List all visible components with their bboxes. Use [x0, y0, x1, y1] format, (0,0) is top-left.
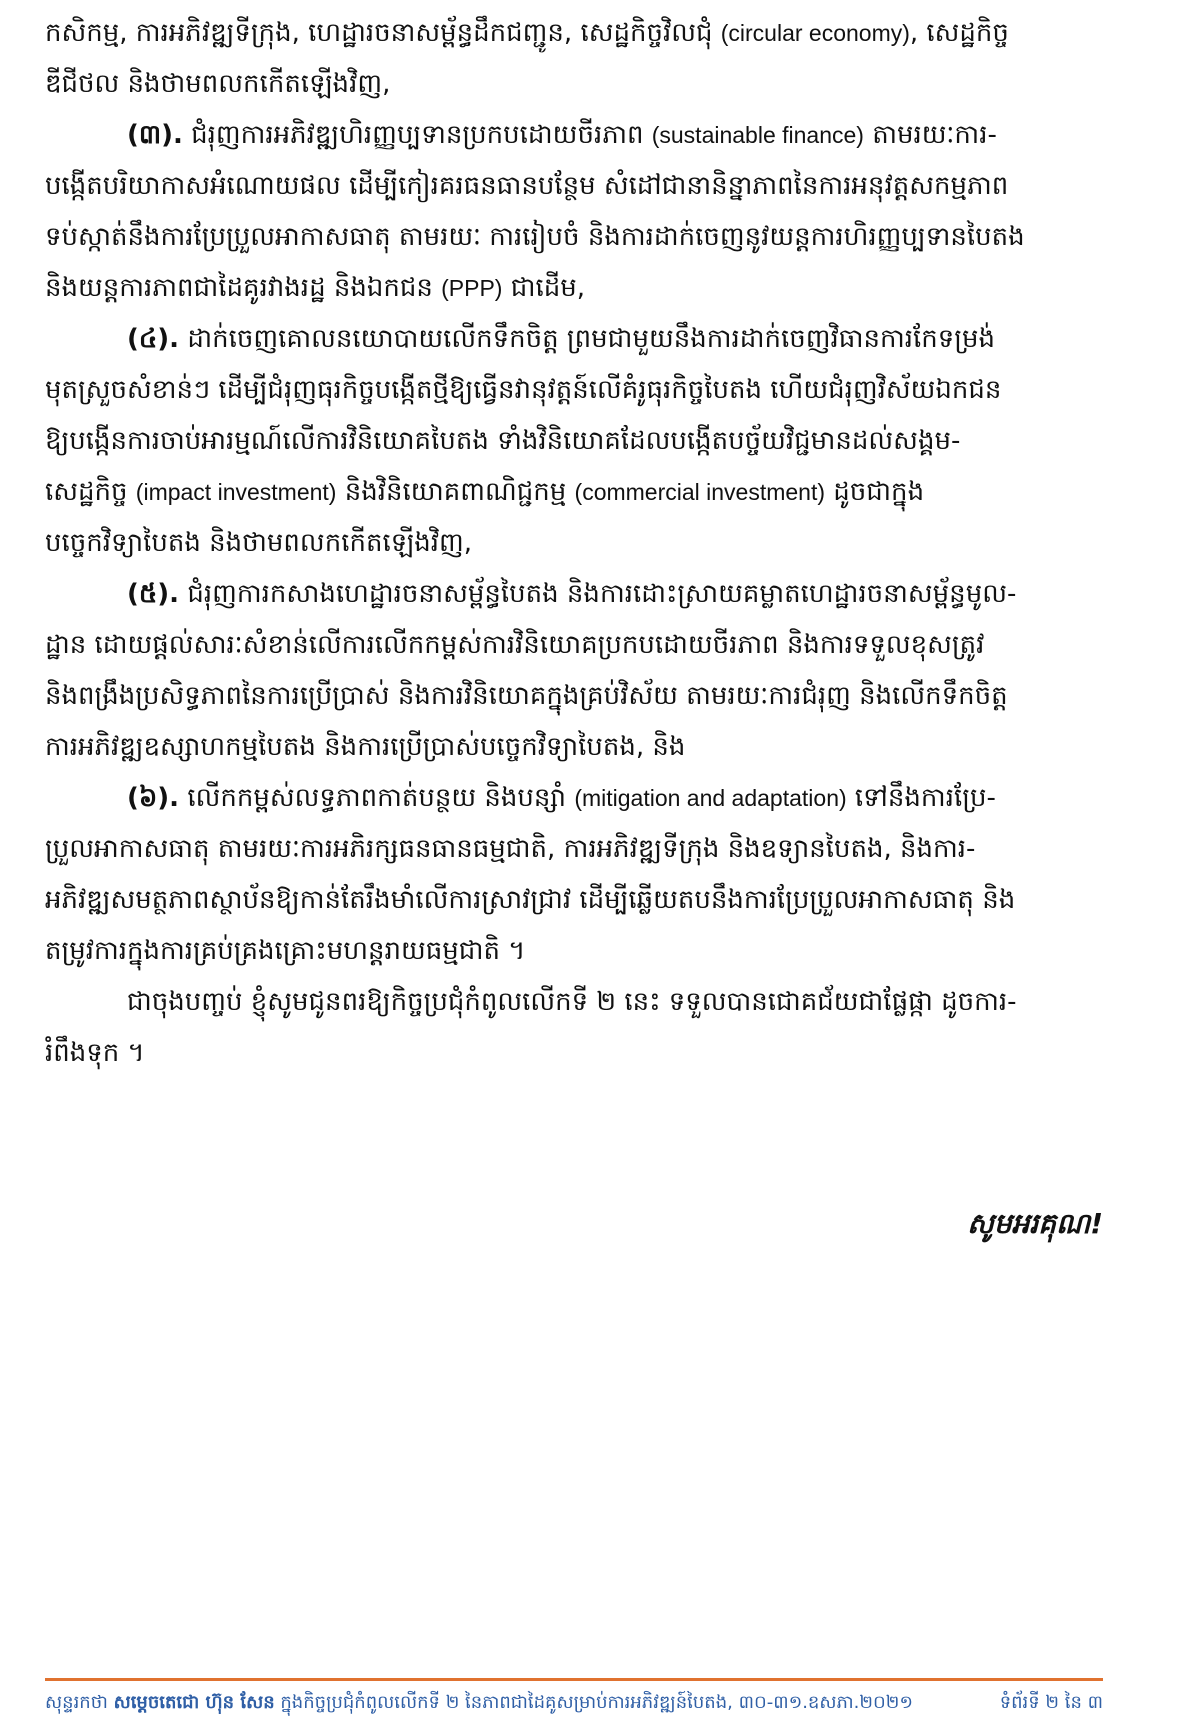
line-text: ប្រួលអាកាសធាតុ តាមរយៈការអភិរក្សធនធានធម្មជាតិ, ការអភិវឌ្ឍទីក្រុង និងឧទ្យានបៃតង, និងការ-	[45, 834, 976, 864]
english-term: (commercial investment)	[574, 479, 826, 505]
line-text: តម្រូវការក្នុងការគ្រប់គ្រងគ្រោះមហន្តរាយធម្មជាតិ ។	[45, 936, 526, 966]
paragraph-6-start	[45, 773, 1103, 824]
text-line	[45, 926, 1103, 977]
line-text: , សេដ្ឋកិច្ច	[909, 18, 1009, 48]
line-text: និងពង្រឹងប្រសិទ្ធភាពនៃការប្រើប្រាស់ និងការវិនិយោគក្នុងគ្រប់វិស័យ តាមរយៈការជំរុញ និងលើកទឹកចិត្ត	[45, 681, 1008, 711]
text-line	[45, 8, 1103, 59]
line-text: កសិកម្ម, ការអភិវឌ្ឍទីក្រុង, ហេដ្ឋារចនាសម្ព័ន្ធដឹកជញ្ជូន, សេដ្ឋកិច្ចវិលជុំ	[45, 18, 721, 48]
footer-event: ក្នុងកិច្ចប្រជុំកំពូលលើកទី ២ នៃភាពជាដៃគូសម្រាប់ការអភិវឌ្ឍន៍បៃតង, ៣០-៣១.ឧសភា.២០២១	[274, 1692, 913, 1713]
text-line	[45, 59, 1103, 110]
paragraph-3-start	[45, 110, 1103, 161]
footer-divider	[45, 1678, 1103, 1681]
text-line	[45, 518, 1103, 569]
closing-thanks: សូមអរគុណ!	[967, 1207, 1103, 1240]
text-line	[45, 875, 1103, 926]
english-term: (PPP)	[441, 275, 503, 301]
line-text: ដ្ឋាន ដោយផ្ដល់សារៈសំខាន់លើការលើកកម្ពស់ការវិនិយោគប្រកបដោយចីរភាព និងការទទួលខុសត្រូវ	[45, 630, 985, 660]
text-line	[45, 1028, 1103, 1079]
line-text: បង្កើតបរិយាកាសអំណោយផល ដើម្បីកៀរគរធនធានបន្ថែម សំដៅជានានិន្នាភាពនៃការអនុវត្តសកម្មភាព	[45, 171, 1009, 201]
english-term: (impact investment)	[135, 479, 337, 505]
line-text: ជាដើម,	[502, 273, 586, 303]
page-footer	[45, 1688, 1103, 1718]
footer-prefix: សុន្ទរកថា	[45, 1692, 114, 1713]
item-number: (៦).	[127, 783, 180, 813]
item-number: (៤).	[127, 324, 180, 354]
page-number: ទំព័រទី ២ នៃ ៣	[988, 1688, 1103, 1718]
line-text: បច្ចេកវិទ្យាបៃតង និងថាមពលកកើតឡើងវិញ,	[45, 528, 472, 558]
line-text: ទប់ស្កាត់នឹងការប្រែប្រួលអាកាសធាតុ តាមរយៈ ការរៀបចំ និងការដាក់ចេញនូវយន្តការហិរញ្ញប្បទានបៃតង	[45, 222, 1025, 252]
line-text: រំពឹងទុក ។	[45, 1038, 145, 1068]
line-text: សេដ្ឋកិច្ច	[45, 477, 136, 507]
item-number: (៣).	[127, 120, 183, 150]
line-text: ដាក់ចេញគោលនយោបាយលើកទឹកចិត្ត ព្រមជាមួយនឹងការដាក់ចេញវិធានការកែទម្រង់	[179, 324, 996, 354]
english-term: (sustainable finance)	[651, 122, 864, 148]
line-text: អភិវឌ្ឍសមត្ថភាពស្ថាប័នឱ្យកាន់តែរឹងមាំលើការស្រាវជ្រាវ ដើម្បីឆ្លើយតបនឹងការប្រែប្រួលអាកាសធាតុ និង	[45, 885, 1016, 915]
text-line	[45, 161, 1103, 212]
line-text: ជំរុញការអភិវឌ្ឍហិរញ្ញប្បទានប្រកបដោយចីរភាព	[182, 120, 652, 150]
line-text: ឱ្យបង្កើនការចាប់អារម្មណ៍លើការវិនិយោគបៃតង ទាំងវិនិយោគដែលបង្កើតបច្ច័យវិជ្ជមានដល់សង្គម-	[45, 426, 961, 456]
line-text: ជាចុងបញ្ចប់ ខ្ញុំសូមជូនពរឱ្យកិច្ចប្រជុំកំពូលលើកទី ២ នេះ ទទួលបានជោគជ័យជាផ្លែផ្កា ដូចការ-	[127, 987, 1017, 1017]
closing-paragraph-start	[45, 977, 1103, 1028]
text-line	[45, 416, 1103, 467]
text-line	[45, 263, 1103, 314]
text-line	[45, 365, 1103, 416]
line-text: មុតស្រួចសំខាន់ៗ ដើម្បីជំរុញធុរកិច្ចបង្កើតថ្មីឱ្យធ្វើនវានុវត្តន៍លើគំរូធុរកិច្ចបៃតង ហើយជំរុញវិស័យឯកជន	[45, 375, 1002, 405]
footer-speaker: សម្ដេចតេជោ ហ៊ុន សែន	[113, 1692, 275, 1713]
text-line	[45, 620, 1103, 671]
paragraph-5-start	[45, 569, 1103, 620]
paragraph-4-start	[45, 314, 1103, 365]
line-text: លើកកម្ពស់លទ្ធភាពកាត់បន្ថយ និងបន្សាំ	[179, 783, 575, 813]
speech-body	[45, 8, 1103, 1079]
text-line	[45, 722, 1103, 773]
line-text: និងវិនិយោគពាណិជ្ជកម្ម	[336, 477, 575, 507]
english-term: (mitigation and adaptation)	[574, 785, 847, 811]
text-line	[45, 671, 1103, 722]
text-line	[45, 467, 1103, 518]
line-text: ទៅនឹងការប្រែ-	[846, 783, 996, 813]
text-line	[45, 824, 1103, 875]
line-text: តាមរយៈការ-	[863, 120, 997, 150]
item-number: (៥).	[127, 579, 180, 609]
text-line	[45, 212, 1103, 263]
english-term: (circular economy)	[720, 20, 910, 46]
line-text: ឌីជីថល និងថាមពលកកើតឡើងវិញ,	[45, 69, 391, 99]
line-text: ដូចជាក្នុង	[825, 477, 925, 507]
line-text: ជំរុញការកសាងហេដ្ឋារចនាសម្ព័ន្ធបៃតង និងការដោះស្រាយគម្លាតហេដ្ឋារចនាសម្ព័ន្ធមូល-	[179, 579, 1017, 609]
line-text: និងយន្តការភាពជាដៃគូរវាងរដ្ឋ និងឯកជន	[45, 273, 442, 303]
line-text: ការអភិវឌ្ឍឧស្សាហកម្មបៃតង និងការប្រើប្រាស់បច្ចេកវិទ្យាបៃតង, និង	[45, 732, 686, 762]
